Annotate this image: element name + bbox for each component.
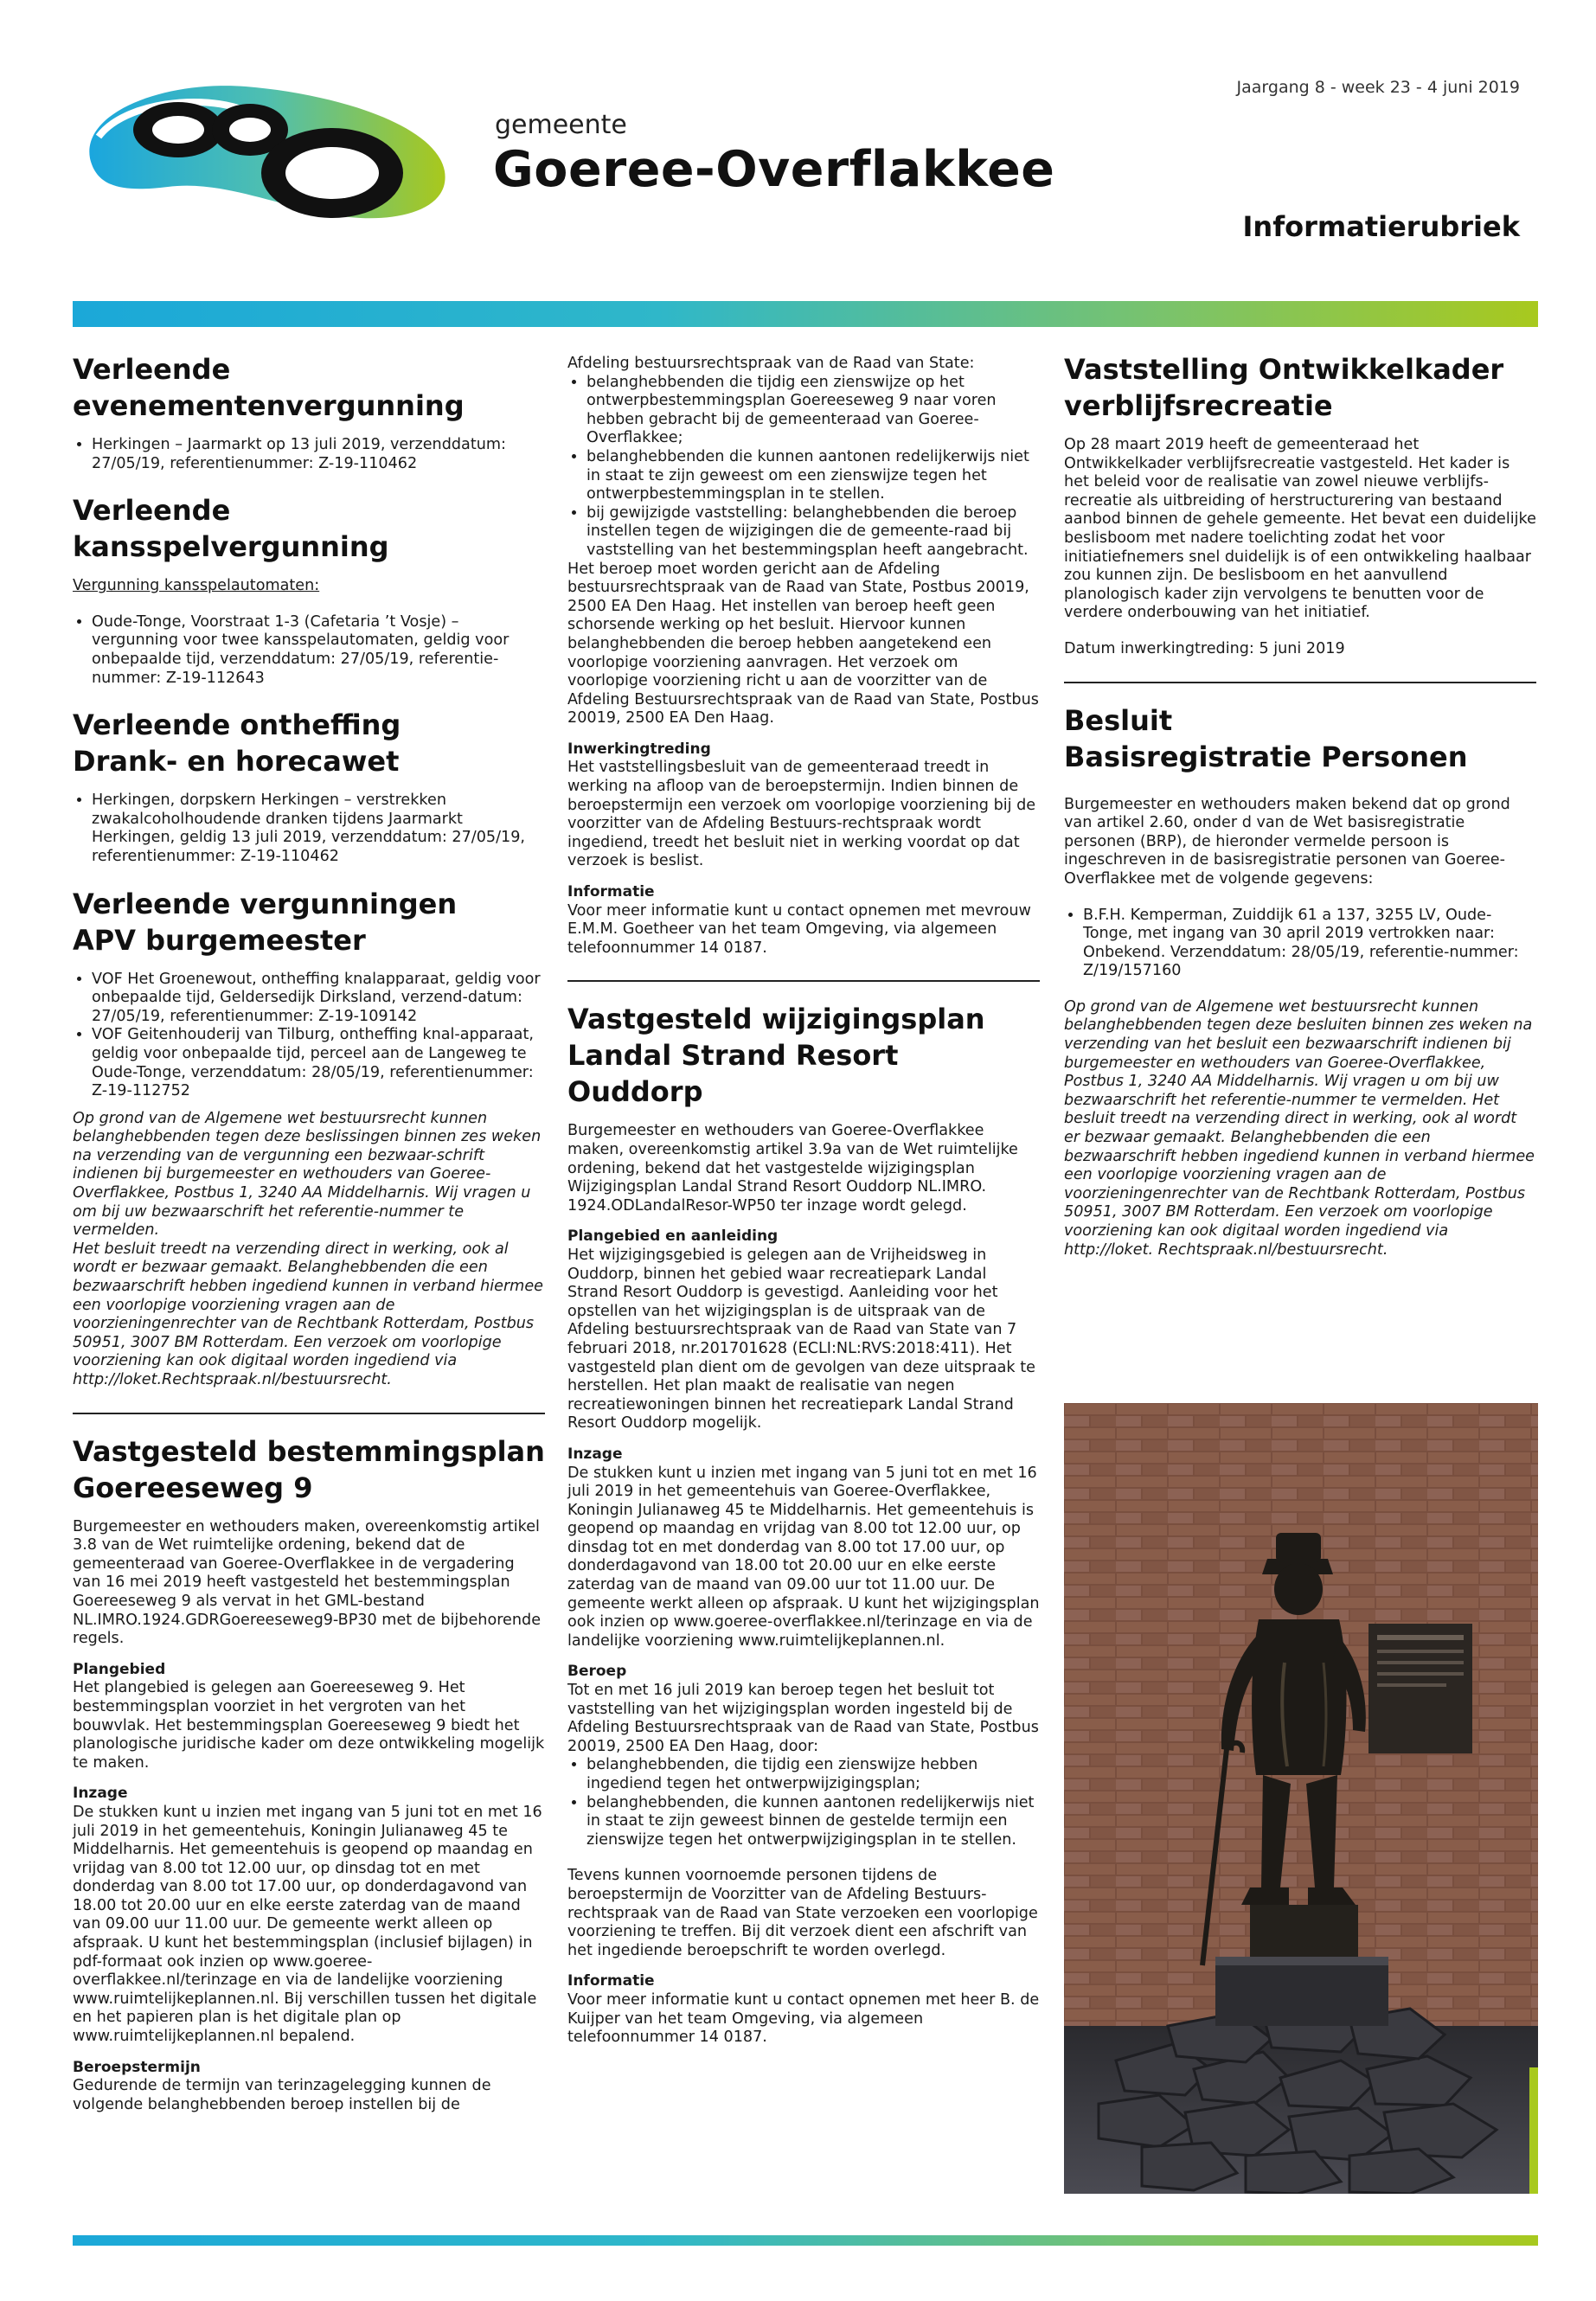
divider xyxy=(73,1413,545,1414)
list-item: • VOF Geitenhouderij van Tilburg, ontheffing knal-apparaat, geldig voor onbepaalde tijd, perceel aan de Langeweg te Oude-Tonge, verzenddatum: 28/05/19, referentienummer: Z-19-112752 xyxy=(92,1026,545,1100)
paragraph: Op 28 maart 2019 heeft de gemeenteraad het Ontwikkelkader verblijfsrecreatie vastgesteld. Het kader is het beleid voor de realisatie van zowel nieuwe verblijfs-recreatie als uitbreiding of herstructurering van bestaand aanbod binnen de gehele gemeente. Het bevat een duidelijke beslisboom met nadere toelichting zodat het voor initiatiefnemers snel duidelijk is of een ontwikkeling haalbaar zou kunnen zijn. De beslisboom en het aanvullend planologisch kader zijn vervolgens te benutten voor de verdere onderbouwing van het initiatief. xyxy=(1064,436,1536,622)
subheading: Plangebied xyxy=(73,1660,166,1678)
subheading: Inzage xyxy=(73,1785,128,1803)
list-item: • Herkingen – Jaarmarkt op 13 juli 2019, verzenddatum: 27/05/19, referentienummer: Z-19-110462 xyxy=(92,436,545,473)
heading-wijzigingsplan: Vastgesteld wijzigingsplan Landal Strand Resort Ouddorp xyxy=(567,1003,985,1109)
sublabel-kansspelautomaten: Vergunning kansspelautomaten: xyxy=(73,577,320,595)
paragraph: Het plangebied is gelegen aan Goereeseweg 9. Het bestemmingsplan voorziet in het vergroten van het bouwvlak. Het bestemmingsplan Goereeseweg 9 biedt het planologische juridische kader om deze ontwikkeling mogelijk te maken. xyxy=(73,1679,545,1772)
legal-notice: Het besluit treedt na verzending direct in werking, ook al wordt er bezwaar gemaakt. Belanghebbenden die een bezwaarschrift hebben ingediend kunnen in verband hiermee een voorlopige voorziening vragen aan de voorzieningenrechter van de Rechtbank Rotterdam, Postbus 50951, 3007 BM Rotterdam. Een verzoek om voorlopige voorziening kan ook digitaal worden ingediend via http://loket.Rechtspraak.nl/bestuursrecht. xyxy=(73,1240,543,1388)
municipality-name: Goeree-Overflakkee xyxy=(493,141,1055,198)
logo-kicker: gemeente xyxy=(495,110,627,140)
list-item: • B.F.H. Kemperman, Zuiddijk 61 a 137, 3255 LV, Oude-Tonge, met ingang van 30 april 2019 vertrokken naar: Onbekend. Verzenddatum: 28/05/19, referentie-nummer: Z/19/157160 xyxy=(1083,907,1536,981)
paragraph: Tevens kunnen voornoemde personen tijdens de beroepstermijn de Voorzitter van de Afdeling Bestuurs-rechtspraak van de Raad van State verzoeken een voorlopige voorziening te treffen. Bij dit verzoek dient een afschrift van het ingediende beroepschrift te worden overlegd. xyxy=(567,1867,1038,1959)
footer-gradient-bar xyxy=(73,2235,1538,2246)
list-item: • belanghebbenden, die kunnen aantonen redelijkerwijs niet in staat te zijn geweest binnen de gestelde termijn een zienswijze tegen het ontwerpwijzigingsplan in te stellen. xyxy=(586,1794,1040,1850)
list-apv xyxy=(73,971,545,1101)
list-item: • Oude-Tonge, Voorstraat 1-3 (Cafetaria ’t Vosje) – vergunning voor twee kansspelautomaten, geldig voor onbepaalde tijd, verzenddatum: 27/05/19, referentie-nummer: Z-19-112643 xyxy=(92,613,545,688)
heading-kansspelvergunning: Verleende kansspelvergunning xyxy=(73,494,389,564)
paragraph: Het vaststellingsbesluit van de gemeenteraad treedt in werking na afloop van de beroepstermijn. Indien binnen de beroepstermijn een verzoek om voorlopige voorziening bij de voorzitter van de Afdeling Bestuurs-rechtspraak wordt ingediend, treedt het besluit niet in werking voordat op dat verzoek is beslist. xyxy=(567,759,1036,870)
paragraph: Voor meer informatie kunt u contact opnemen met heer B. de Kuijper van het team Omgeving, via algemeen telefoonnummer 14 0187. xyxy=(567,1990,1040,2047)
legal-notice: Op grond van de Algemene wet bestuursrecht kunnen belanghebbenden tegen deze beslissingen binnen zes weken na verzending van de vergunning een bezwaar-schrift indienen bij burgemeester en wethouders van Goeree-Overflakkee, Postbus 1, 3240 AA Middelharnis. Wij vragen u om bij uw bezwaarschrift het referentie-nummer te vermelden. xyxy=(73,1109,542,1240)
column-right xyxy=(1064,351,1536,1268)
paragraph: Afdeling bestuursrechtspraak van de Raad van State: xyxy=(567,355,975,372)
edition-info: Jaargang 8 - week 23 - 4 juni 2019 xyxy=(1236,78,1520,97)
list-item: • belanghebbenden die kunnen aantonen redelijkerwijs niet in staat te zijn geweest om een zienswijze tegen het ontwerpbestemmingsplan in te stellen. xyxy=(586,448,1040,504)
list-item: • belanghebbenden die tijdig een zienswijze op het ontwerpbestemmingsplan Goereeseweg 9 naar voren hebben gebracht bij de gemeenteraad van Goeree-Overflakkee; xyxy=(586,374,1040,448)
paragraph: Voor meer informatie kunt u contact opnemen met mevrouw E.M.M. Goetheer van het team Omgeving, via algemeen telefoonnummer 14 0187. xyxy=(567,901,1031,957)
paragraph: Burgemeester en wethouders maken bekend dat op grond van artikel 2.60, onder d van de Wet basisregistratie personen (BRP), de hieronder vermelde persoon is ingeschreven in de basisregistratie personen van Goeree-Overflakkee met de volgende gegevens: xyxy=(1064,795,1510,888)
subheading: Plangebied en aanleiding xyxy=(567,1227,779,1246)
list-beroep xyxy=(567,374,1040,561)
paragraph: De stukken kunt u inzien met ingang van 5 juni tot en met 16 juli 2019 in het gemeentehuis van Goeree-Overflakkee, Koningin Julianaweg 45 te Middelharnis. Het gemeentehuis is geopend op maandag en vrijdag van 8.00 tot 12.00 uur, op dinsdag tot en met donderdag van 8.00 tot 17.00 uur, op donderdagavond van 18.00 tot 20.00 uur en elke eerste zaterdag van de maand van 09.00 uur tot 11.00 uur. De gemeente werkt alleen op afspraak. U kunt het wijzigingsplan ook inzien op www.goeree-overflakkee.nl/terinzage en via de landelijke voorziening www.ruimtelijkeplannen.nl. xyxy=(567,1464,1040,1650)
paragraph: Burgemeester en wethouders van Goeree-Overflakkee maken, overeenkomstig artikel 3.9a van de Wet ruimtelijke ordening, bekend dat het vastgestelde wijzigingsplan Wijzigingsplan Landal Strand Resort Ouddorp NL.IMRO. 1924.ODLandalResor-WP50 ter inzage wordt gelegd. xyxy=(567,1122,1018,1215)
paragraph: Het beroep moet worden gericht aan de Afdeling bestuursrechtspraak van de Raad van State, Postbus 20019, 2500 EA Den Haag. Het instellen van beroep heeft geen schorsende werking op het besluit. Hiervoor kunnen belanghebbenden die beroep hebben aangetekend een voorlopige voorziening aanvragen. Het verzoek om voorlopige voorziening richt u aan de voorzitter van de Afdeling Bestuursrechtspraak van de Raad van State, Postbus 20019, 2500 EA Den Haag. xyxy=(567,560,1039,727)
paragraph: Gedurende de termijn van terinzagelegging kunnen de volgende belanghebbenden beroep instellen bij de xyxy=(73,2077,491,2113)
list-kansspel xyxy=(73,613,545,688)
heading-evenementenvergunning: Verleende evenementenvergunning xyxy=(73,353,465,422)
statue-photo xyxy=(1064,1403,1538,2194)
section-label: Informatierubriek xyxy=(1242,210,1520,243)
legal-notice: Op grond van de Algemene wet bestuursrecht kunnen belanghebbenden tegen deze besluiten binnen zes weken na verzending van het besluit een bezwaarschrift indienen bij burgemeester en wethouders van Goeree-Overflakkee, Postbus 1, 3240 AA Middelharnis. Wij vragen u om bij uw bezwaarschrift het referentie-nummer te vermelden. Het besluit treedt na verzending direct in werking, ook al wordt er bezwaar gemaakt. Belanghebbenden die een bezwaarschrift hebben ingediend kunnen in verband hiermee een voorlopige voorziening vragen aan de voorzieningenrechter van de Rechtbank Rotterdam, Postbus 50951, 3007 BM Rotterdam. Een verzoek om voorlopige voorziening kan ook digitaal worden ingediend via http://loket. Rechtspraak.nl/bestuursrecht. xyxy=(1064,997,1535,1259)
municipality-logo xyxy=(73,76,453,228)
list-evenementen xyxy=(73,436,545,473)
list-ontheffing xyxy=(73,792,545,866)
column-middle xyxy=(567,355,1040,2056)
list-item: • bij gewijzigde vaststelling: belanghebbenden die beroep instellen tegen de wijzigingen die de gemeente-raad bij vaststelling van het bestemmingsplan heeft aangebracht. xyxy=(586,504,1040,561)
subheading: Inwerkingtreding xyxy=(567,740,711,758)
column-left xyxy=(73,351,545,2123)
list-item: • VOF Het Groenewout, ontheffing knalapparaat, geldig voor onbepaalde tijd, Geldersedijk Dirksland, verzend-datum: 27/05/19, referentienummer: Z-19-109142 xyxy=(92,971,545,1027)
subheading: Beroepstermijn xyxy=(73,2058,201,2076)
list-brp xyxy=(1064,907,1536,981)
divider xyxy=(1064,682,1536,683)
subheading: Informatie xyxy=(567,883,655,901)
heading-ontwikkelkader: Vaststelling Ontwikkelkader verblijfsrecreatie xyxy=(1064,353,1504,422)
heading-bestemmingsplan: Vastgesteld bestemmingsplan Goereeseweg 9 xyxy=(73,1434,545,1504)
divider xyxy=(567,980,1040,982)
heading-ontheffing: Verleende ontheffing Drank- en horecawet xyxy=(73,708,401,779)
paragraph: Burgemeester en wethouders maken, overeenkomstig artikel 3.8 van de Wet ruimtelijke ordening, bekend dat de gemeenteraad van Goeree-Overflakkee in de vergadering van 16 mei 2019 heeft vastgesteld het bestemmingsplan Goereeseweg 9 als vervat in het GML-bestand NL.IMRO.1924.GDRGoereeseweg9-BP30 met de bijbehorende regels. xyxy=(73,1517,542,1648)
corner-accent xyxy=(1529,2067,1538,2194)
list-item: • belanghebbenden, die tijdig een zienswijze hebben ingediend tegen het ontwerpwijzigingsplan; xyxy=(586,1756,1040,1793)
heading-apv: Verleende vergunningen APV burgemeester xyxy=(73,887,458,957)
list-beroep-wijziging xyxy=(567,1756,1040,1849)
list-item: • Herkingen, dorpskern Herkingen – verstrekken zwakalcoholhoudende dranken tijdens Jaarmarkt Herkingen, geldig 13 juli 2019, verzenddatum: 27/05/19, referentienummer: Z-19-110462 xyxy=(92,792,545,866)
subheading: Beroep xyxy=(567,1663,627,1681)
header-gradient-bar xyxy=(73,301,1538,327)
paragraph: Het wijzigingsgebied is gelegen aan de Vrijheidsweg in Ouddorp, binnen het gebied waar recreatiepark Landal Strand Resort Ouddorp is gevestigd. Aanleiding voor het opstellen van het wijzigingsplan is de uitspraak van de Afdeling bestuursrechtspraak van de Raad van State van 7 februari 2018, nr.201701628 (ECLI:NL:RVS:2018:411). Het vastgesteld plan dient om de gevolgen van deze uitspraak te herstellen. Het plan maakt de realisatie van negen recreatiewoningen binnen het recreatiepark Landal Strand Resort Ouddorp mogelijk. xyxy=(567,1246,1035,1433)
heading-brp: Besluit Basisregistratie Personen xyxy=(1064,703,1468,773)
subheading: Inzage xyxy=(567,1445,623,1463)
paragraph: De stukken kunt u inzien met ingang van 5 juni tot en met 16 juli 2019 in het gemeentehuis, Koningin Julianaweg 45 te Middelharnis. Het gemeentehuis is geopend op maandag en vrijdag van 8.00 tot 12.00 uur, op dinsdag tot en met donderdag van 8.00 tot 17.00 uur, op donderdagavond van 18.00 tot 20.00 uur en elke eerste zaterdag van de maand van 09.00 uur 11.00 uur. De gemeente werkt alleen op afspraak. U kunt het bestemmingsplan (inclusief bijlagen) in pdf-formaat ook inzien op www.goeree-overflakkee.nl/terinzage en via de landelijke voorziening www.ruimtelijkeplannen.nl. Bij verschillen tussen het digitale en het papieren plan is het digitale plan op www.ruimtelijkeplannen.nl bepalend. xyxy=(73,1803,542,2046)
subheading: Informatie xyxy=(567,1972,655,1990)
paragraph: Datum inwerkingtreding: 5 juni 2019 xyxy=(1064,639,1345,657)
paragraph: Tot en met 16 juli 2019 kan beroep tegen het besluit tot vaststelling van het wijzigingsplan worden ingesteld bij de Afdeling Bestuursrechtspraak van de Raad van State, Postbus 20019, 2500 EA Den Haag, door: xyxy=(567,1682,1039,1755)
